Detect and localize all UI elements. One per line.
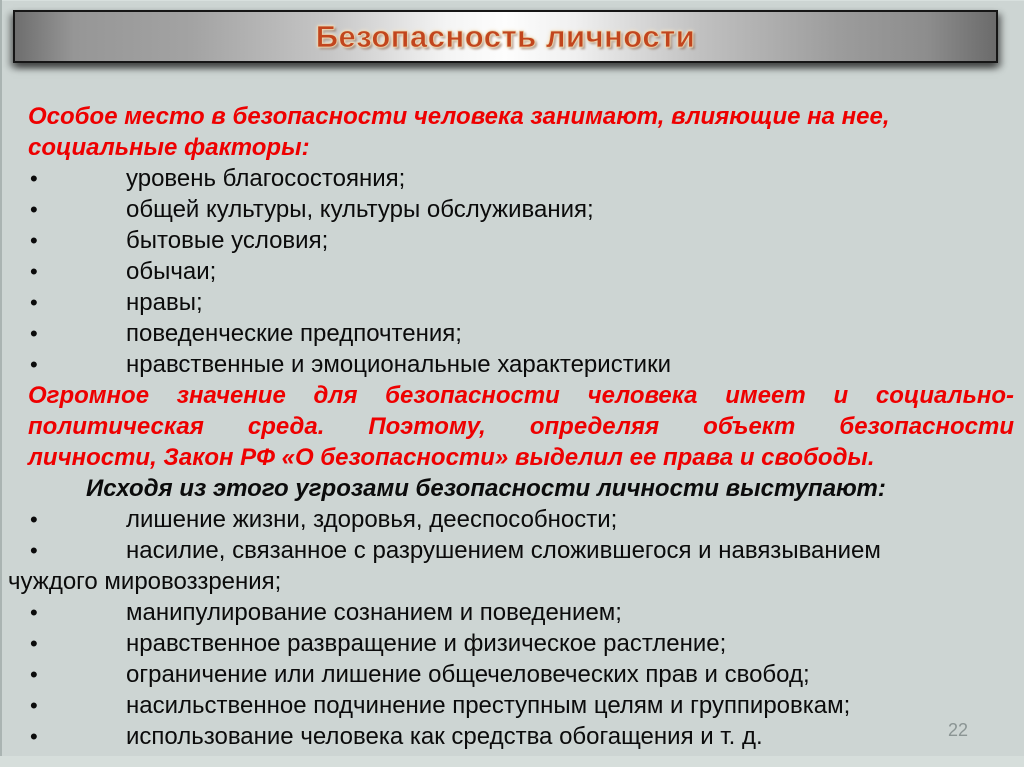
bullet-text: общей культуры, культуры обслуживания; [126, 196, 594, 223]
text-line: Огромное значение для безопасности человека имеет и социально- [28, 382, 1014, 409]
bullet-icon: • [30, 538, 38, 563]
bullet-icon: • [30, 259, 38, 284]
slide-body-text [8, 101, 1016, 752]
text-line: Особое место в безопасности человека занимают, влияющие на нее, [28, 103, 890, 130]
bullet-text: манипулирование сознанием и поведением; [126, 599, 622, 626]
bullet-icon: • [30, 166, 38, 191]
text-line [8, 628, 1016, 659]
text-line [8, 690, 1016, 721]
bullet-icon: • [30, 228, 38, 253]
bullet-icon: • [30, 662, 38, 687]
text-line: социальные факторы: [28, 134, 310, 161]
text-line [8, 318, 1016, 349]
bullet-icon: • [30, 197, 38, 222]
bullet-text: использование человека как средства обогащения и т. д. [126, 723, 763, 750]
text-line [8, 349, 1016, 380]
bullet-text: нравы; [126, 289, 203, 316]
bullet-text: нравственное развращение и физическое растление; [126, 630, 727, 657]
bullet-text: поведенческие предпочтения; [126, 320, 462, 347]
bullet-text: бытовые условия; [126, 227, 329, 254]
text-line [8, 721, 1016, 752]
text-line [8, 597, 1016, 628]
text-line [8, 659, 1016, 690]
bullet-icon: • [30, 321, 38, 346]
bullet-text: лишение жизни, здоровья, дееспособности; [126, 506, 618, 533]
text-line [8, 225, 1016, 256]
text-line [8, 504, 1016, 535]
text-line [8, 163, 1016, 194]
bullet-text: насилие, связанное с разрушением сложившегося и навязыванием [126, 537, 881, 564]
bullet-text: обычаи; [126, 258, 217, 285]
text-line: личности, Закон РФ «О безопасности» выделил ее права и свободы. [28, 444, 875, 471]
bullet-icon: • [30, 631, 38, 656]
bullet-icon: • [30, 693, 38, 718]
page-number: 22 [948, 720, 969, 740]
text-line [8, 287, 1016, 318]
text-line: политическая среда. Поэтому, определяя объект безопасности [28, 413, 1014, 440]
text-line: Исходя из этого угрозами безопасности личности выступают: [86, 475, 886, 502]
text-line: чуждого мировоззрения; [8, 568, 282, 595]
bullet-text: уровень благосостояния; [126, 165, 406, 192]
slide-title: Безопасность личности [315, 18, 696, 54]
bullet-icon: • [30, 724, 38, 749]
bullet-text: насильственное подчинение преступным целям и группировкам; [126, 692, 851, 719]
bullet-text: нравственные и эмоциональные характеристики [126, 351, 671, 378]
slide-bottom-edge [0, 756, 1024, 767]
bullet-icon: • [30, 507, 38, 532]
bullet-text: ограничение или лишение общечеловеческих прав и свобод; [126, 661, 810, 688]
text-line [8, 256, 1016, 287]
text-line [8, 194, 1016, 225]
bullet-icon: • [30, 352, 38, 377]
text-line [8, 535, 1016, 566]
bullet-icon: • [30, 600, 38, 625]
slide-title-bar [13, 10, 998, 63]
bullet-icon: • [30, 290, 38, 315]
